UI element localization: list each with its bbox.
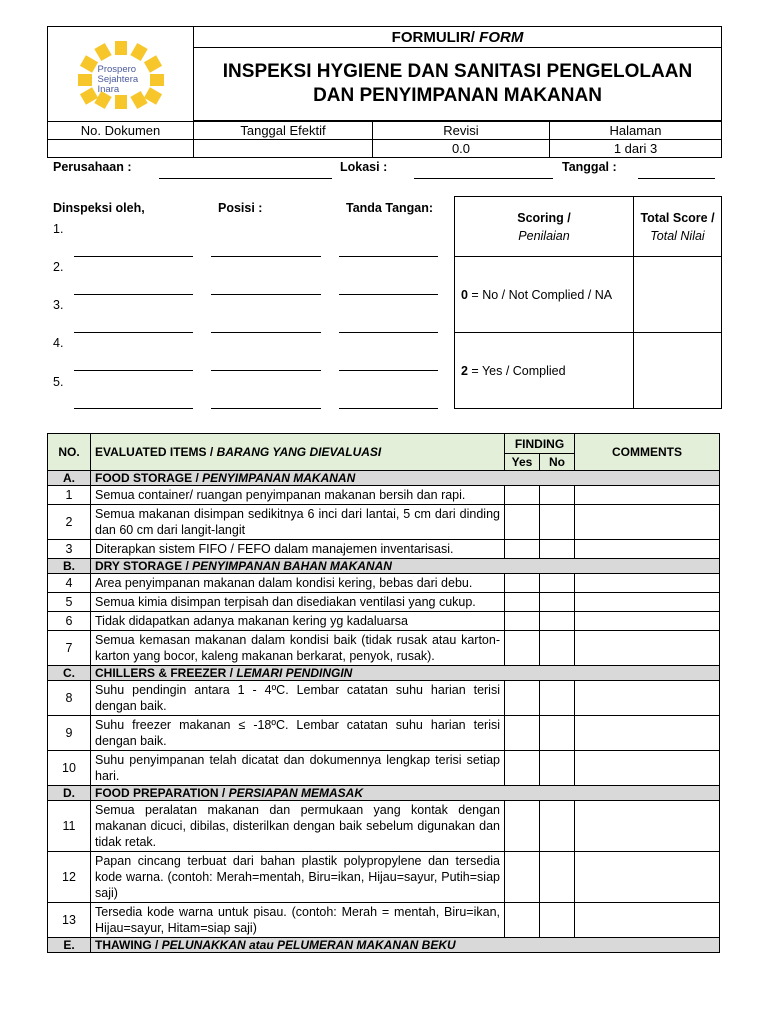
date-label: Tanggal : bbox=[562, 160, 617, 174]
section-letter: B. bbox=[48, 559, 91, 574]
evaluation-table bbox=[47, 433, 720, 953]
total-header bbox=[634, 197, 722, 257]
score-zero-num: 0 bbox=[461, 287, 468, 302]
inspector-name-field[interactable] bbox=[74, 256, 193, 257]
section-title-italic: PENYIMPANAN BAHAN MAKANAN bbox=[192, 559, 392, 573]
item-number: 8 bbox=[48, 681, 91, 716]
section-title-italic: LEMARI PENDINGIN bbox=[236, 666, 353, 680]
meta-label-revision: Revisi bbox=[373, 122, 550, 140]
item-number: 7 bbox=[48, 631, 91, 666]
meta-label-effective-date: Tanggal Efektif bbox=[194, 122, 373, 140]
meta-value-page[interactable]: 1 dari 3 bbox=[550, 140, 722, 158]
inspector-name-field[interactable] bbox=[74, 408, 193, 409]
item-text: Semua kimia disimpan terpisah dan disediakan ventilasi yang cukup. bbox=[91, 593, 505, 612]
inspector-name-field[interactable] bbox=[74, 332, 193, 333]
inspector-number-4: 4. bbox=[53, 336, 64, 350]
no-cell[interactable] bbox=[540, 852, 575, 903]
item-text: Suhu penyimpanan telah dicatat dan dokumennya lengkap terisi setiap hari. bbox=[91, 751, 505, 786]
comment-cell[interactable] bbox=[575, 716, 720, 751]
item-text: Tersedia kode warna untuk pisau. (contoh: Merah = mentah, Biru=ikan, Hijau=sayur, Hitam=siap saji) bbox=[91, 903, 505, 938]
comment-cell[interactable] bbox=[575, 574, 720, 593]
no-cell[interactable] bbox=[540, 631, 575, 666]
item-number: 2 bbox=[48, 505, 91, 540]
table-row bbox=[48, 631, 720, 666]
inspector-position-field[interactable] bbox=[211, 332, 321, 333]
inspected-by-label: Dinspeksi oleh, bbox=[53, 201, 145, 215]
scoring-header bbox=[455, 197, 634, 257]
section-title bbox=[91, 666, 720, 681]
score-two-legend bbox=[455, 333, 634, 409]
no-cell[interactable] bbox=[540, 681, 575, 716]
score-two-num: 2 bbox=[461, 363, 468, 378]
table-row bbox=[48, 903, 720, 938]
section-row bbox=[48, 666, 720, 681]
comment-cell[interactable] bbox=[575, 751, 720, 786]
no-cell[interactable] bbox=[540, 751, 575, 786]
inspector-number-3: 3. bbox=[53, 298, 64, 312]
table-row bbox=[48, 681, 720, 716]
col-header-no-answer: No bbox=[540, 454, 575, 471]
comment-cell[interactable] bbox=[575, 801, 720, 852]
company-field[interactable] bbox=[159, 178, 332, 179]
total-score-cell[interactable] bbox=[634, 257, 722, 333]
inspector-number-2: 2. bbox=[53, 260, 64, 274]
inspector-position-field[interactable] bbox=[211, 370, 321, 371]
no-cell[interactable] bbox=[540, 505, 575, 540]
inspector-number-5: 5. bbox=[53, 375, 64, 389]
section-title-label: CHILLERS & FREEZER / bbox=[95, 666, 237, 680]
table-row bbox=[48, 852, 720, 903]
table-row bbox=[48, 574, 720, 593]
comment-cell[interactable] bbox=[575, 631, 720, 666]
comment-cell[interactable] bbox=[575, 681, 720, 716]
scoring-label-en: Penilaian bbox=[518, 228, 570, 243]
col-header-items-italic: BARANG YANG DIEVALUASI bbox=[216, 445, 382, 459]
meta-value-effective-date[interactable] bbox=[194, 140, 373, 158]
col-header-comments: COMMENTS bbox=[575, 434, 720, 471]
section-row bbox=[48, 938, 720, 953]
no-cell[interactable] bbox=[540, 903, 575, 938]
item-text: Semua makanan disimpan sedikitnya 6 inci dari lantai, 5 cm dari dinding dan 60 cm dari langit-langit bbox=[91, 505, 505, 540]
yes-cell[interactable] bbox=[505, 486, 540, 505]
meta-label-doc-no: No. Dokumen bbox=[48, 122, 194, 140]
section-title bbox=[91, 786, 720, 801]
yes-cell[interactable] bbox=[505, 505, 540, 540]
section-letter: D. bbox=[48, 786, 91, 801]
no-cell[interactable] bbox=[540, 540, 575, 559]
item-text: Semua container/ ruangan penyimpanan makanan bersih dan rapi. bbox=[91, 486, 505, 505]
form-label-id: FORMULIR/ bbox=[391, 28, 475, 46]
form-label-en: FORM bbox=[479, 28, 524, 46]
inspector-number-1: 1. bbox=[53, 222, 64, 236]
no-cell[interactable] bbox=[540, 801, 575, 852]
item-text: Tidak didapatkan adanya makanan kering yg kadaluarsa bbox=[91, 612, 505, 631]
no-cell[interactable] bbox=[540, 593, 575, 612]
inspector-name-field[interactable] bbox=[74, 370, 193, 371]
signature-label: Tanda Tangan: bbox=[346, 201, 434, 215]
total-label: Total Score / bbox=[640, 210, 715, 225]
comment-cell[interactable] bbox=[575, 593, 720, 612]
no-cell[interactable] bbox=[540, 716, 575, 751]
score-two-text: = Yes / Complied bbox=[467, 363, 566, 378]
section-row bbox=[48, 559, 720, 574]
logo-text-3: Inara bbox=[97, 84, 120, 95]
item-number: 10 bbox=[48, 751, 91, 786]
section-row bbox=[48, 471, 720, 486]
section-letter: E. bbox=[48, 938, 91, 953]
table-row bbox=[48, 751, 720, 786]
location-field[interactable] bbox=[414, 178, 553, 179]
table-row bbox=[48, 801, 720, 852]
yes-cell[interactable] bbox=[505, 801, 540, 852]
logo-text-1: Prospero bbox=[97, 64, 137, 75]
logo bbox=[48, 27, 194, 122]
yes-cell[interactable] bbox=[505, 716, 540, 751]
section-title bbox=[91, 938, 720, 953]
section-title-label: FOOD STORAGE / bbox=[95, 471, 203, 485]
inspector-position-field[interactable] bbox=[211, 294, 321, 295]
meta-label-page: Halaman bbox=[550, 122, 722, 140]
comment-cell[interactable] bbox=[575, 852, 720, 903]
inspector-signature-field[interactable] bbox=[339, 294, 438, 295]
yes-cell[interactable] bbox=[505, 852, 540, 903]
yes-cell[interactable] bbox=[505, 540, 540, 559]
col-header-no: NO. bbox=[48, 434, 91, 471]
section-title-label: DRY STORAGE / bbox=[95, 559, 193, 573]
item-text: Semua peralatan makanan dan permukaan yang kontak dengan makanan dicuci, dibilas, disterilkan dengan baik sebelum digunakan dan tidak retak. bbox=[91, 801, 505, 852]
sun-logo-icon bbox=[71, 39, 171, 109]
item-text: Papan cincang terbuat dari bahan plastik polypropylene dan tersedia kode warna. (contoh: Merah=mentah, Biru=ikan, Hijau=sayur, Putih=siap saji) bbox=[91, 852, 505, 903]
yes-cell[interactable] bbox=[505, 612, 540, 631]
table-row bbox=[48, 612, 720, 631]
form-label bbox=[194, 27, 722, 48]
title-line-1: INSPEKSI HYGIENE DAN SANITASI PENGELOLAAN bbox=[222, 61, 693, 82]
comment-cell[interactable] bbox=[575, 903, 720, 938]
inspector-position-field[interactable] bbox=[211, 408, 321, 409]
section-title-label: THAWING / bbox=[95, 938, 162, 952]
inspector-signature-field[interactable] bbox=[339, 256, 438, 257]
section-letter: C. bbox=[48, 666, 91, 681]
item-number: 13 bbox=[48, 903, 91, 938]
section-title-italic: PENYIMPANAN MAKANAN bbox=[202, 471, 356, 485]
section-title-italic: PELUNAKKAN atau PELUMERAN MAKANAN BEKU bbox=[161, 938, 456, 952]
item-text: Suhu freezer makanan ≤ -18ºC. Lembar catatan suhu harian terisi dengan baik. bbox=[91, 716, 505, 751]
inspector-signature-field[interactable] bbox=[339, 370, 438, 371]
comment-cell[interactable] bbox=[575, 486, 720, 505]
item-text: Suhu pendingin antara 1 - 4ºC. Lembar catatan suhu harian terisi dengan baik. bbox=[91, 681, 505, 716]
score-box bbox=[454, 196, 722, 409]
comment-cell[interactable] bbox=[575, 540, 720, 559]
yes-cell[interactable] bbox=[505, 574, 540, 593]
section-letter: A. bbox=[48, 471, 91, 486]
document-header bbox=[47, 26, 722, 158]
score-zero-text: = No / Not Complied / NA bbox=[467, 287, 613, 302]
inspector-signature-field[interactable] bbox=[339, 408, 438, 409]
col-header-finding: FINDING bbox=[505, 434, 575, 454]
yes-cell[interactable] bbox=[505, 681, 540, 716]
item-text: Semua kemasan makanan dalam kondisi baik (tidak rusak atau karton-karton yang bocor, kaleng makanan berkarat, penyok, rusak). bbox=[91, 631, 505, 666]
yes-cell[interactable] bbox=[505, 631, 540, 666]
item-number: 3 bbox=[48, 540, 91, 559]
col-header-yes: Yes bbox=[505, 454, 540, 471]
section-row bbox=[48, 786, 720, 801]
inspector-name-field[interactable] bbox=[74, 294, 193, 295]
meta-value-revision[interactable]: 0.0 bbox=[373, 140, 550, 158]
score-zero-legend bbox=[455, 257, 634, 333]
item-number: 4 bbox=[48, 574, 91, 593]
section-title bbox=[91, 559, 720, 574]
inspector-position-field[interactable] bbox=[211, 256, 321, 257]
section-title-italic: PERSIAPAN MEMASAK bbox=[228, 786, 364, 800]
table-row bbox=[48, 505, 720, 540]
inspector-signature-field[interactable] bbox=[339, 332, 438, 333]
location-label: Lokasi : bbox=[340, 160, 388, 174]
section-title bbox=[91, 471, 720, 486]
total-score-cell-2[interactable] bbox=[634, 333, 722, 409]
col-header-items bbox=[91, 434, 505, 471]
item-number: 9 bbox=[48, 716, 91, 751]
comment-cell[interactable] bbox=[575, 612, 720, 631]
yes-cell[interactable] bbox=[505, 903, 540, 938]
item-text: Area penyimpanan makanan dalam kondisi kering, bebas dari debu. bbox=[91, 574, 505, 593]
table-row bbox=[48, 593, 720, 612]
logo-text-2: Sejahtera bbox=[97, 74, 139, 85]
no-cell[interactable] bbox=[540, 486, 575, 505]
col-header-items-label: EVALUATED ITEMS / bbox=[95, 445, 217, 459]
title-line-2: DAN PENYIMPANAN MAKANAN bbox=[313, 85, 602, 106]
item-number: 11 bbox=[48, 801, 91, 852]
meta-value-doc-no[interactable] bbox=[48, 140, 194, 158]
company-label: Perusahaan : bbox=[53, 160, 132, 174]
table-row bbox=[48, 716, 720, 751]
document-title bbox=[194, 48, 722, 121]
item-number: 1 bbox=[48, 486, 91, 505]
item-number: 5 bbox=[48, 593, 91, 612]
section-title-label: FOOD PREPARATION / bbox=[95, 786, 229, 800]
item-number: 12 bbox=[48, 852, 91, 903]
table-row bbox=[48, 486, 720, 505]
comment-cell[interactable] bbox=[575, 505, 720, 540]
scoring-label: Scoring / bbox=[517, 210, 571, 225]
no-cell[interactable] bbox=[540, 612, 575, 631]
date-field[interactable] bbox=[638, 178, 715, 179]
position-label: Posisi : bbox=[218, 201, 263, 215]
item-text: Diterapkan sistem FIFO / FEFO dalam manajemen inventarisasi. bbox=[91, 540, 505, 559]
total-label-en: Total Nilai bbox=[650, 228, 705, 243]
yes-cell[interactable] bbox=[505, 751, 540, 786]
item-number: 6 bbox=[48, 612, 91, 631]
table-row bbox=[48, 540, 720, 559]
yes-cell[interactable] bbox=[505, 593, 540, 612]
no-cell[interactable] bbox=[540, 574, 575, 593]
